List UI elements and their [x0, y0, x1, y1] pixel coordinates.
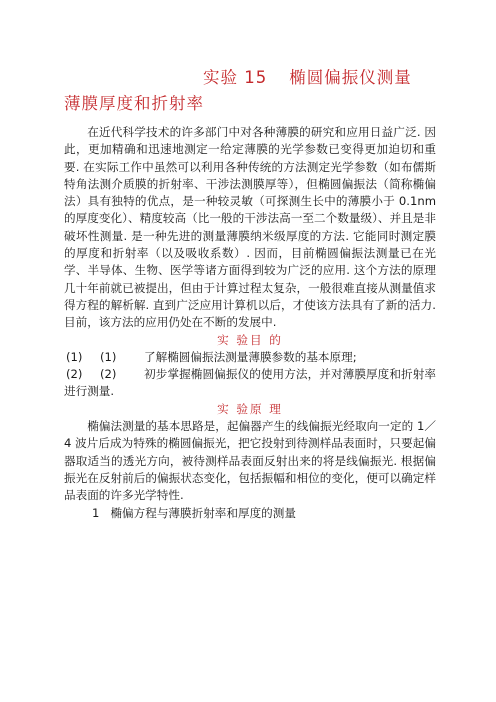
section-heading-principle: 实 验原 理	[217, 401, 283, 416]
title-experiment-number: 实验 15	[203, 68, 268, 87]
section-heading-objectives: 实 验目 的	[217, 332, 283, 347]
objective-number: (2)	[66, 367, 83, 382]
objective-text: 初步掌握椭圆偏振仪的使用方法，并对薄膜厚度和折射率进行测量.	[64, 367, 436, 399]
objective-number: (1)	[66, 349, 83, 364]
objective-text: 了解椭圆偏振法测量薄膜参数的基本原理;	[144, 349, 357, 364]
subsection-title: 椭偏方程与薄膜折射率和厚度的测量	[110, 505, 296, 520]
principle-paragraph: 椭偏法测量的基本思路是，起偏器产生的线偏振光经取向一定的 1／4 波片后成为特殊的椭圆偏振光，把它投射到待测样品表面时，只要起偏器取适当的透光方向，被待测样品表面反射出来的将是线偏振光. 根据偏振光在反射前后的偏振状态变化，包括振幅和相位的变化，便可以确定样品表面的许多光学特性.	[64, 419, 436, 503]
objective-item	[64, 349, 436, 366]
document-body	[64, 124, 436, 522]
objective-number: (1)	[100, 349, 117, 364]
subsection-number: 1	[92, 505, 100, 520]
title-main: 椭圆偏振仪测量	[289, 68, 412, 87]
page-title	[203, 64, 412, 88]
objective-number: (2)	[100, 367, 117, 382]
page-title-continued: 薄膜厚度和折射率	[64, 94, 204, 113]
objective-item	[64, 366, 436, 401]
intro-paragraph: 在近代科学技术的许多部门中对各种薄膜的研究和应用日益广泛. 因此，更加精确和迅速地测定一给定薄膜的光学参数已变得更加迫切和重要. 在实际工作中虽然可以利用各种传统的方法测定光学参数（如布儒斯特角法测介质膜的折射率、干涉法测膜厚等），但椭圆偏振法（简称椭偏法）具有独特的优点，是一种较灵敏（可探测生长中的薄膜小于 0.1nm 的厚度变化）、精度较高（比一般的干涉法高一至二个数量级）、并且是非破坏性测量. 是一种先进的测量薄膜纳米级厚度的方法. 它能同时测定膜的厚度和折射率（以及吸收系数）. 因而，目前椭圆偏振法测量已在光学、半导体、生物、医学等诸方面得到较为广泛的应用. 这个方法的原理几十年前就已被提出，但由于计算过程太复杂，一般很难直接从测量值求得方程的解析解. 直到广泛应用计算机以后，才使该方法具有了新的活力. 目前，该方法的应用仍处在不断的发展中.	[64, 125, 436, 330]
subsection-heading	[64, 505, 436, 522]
